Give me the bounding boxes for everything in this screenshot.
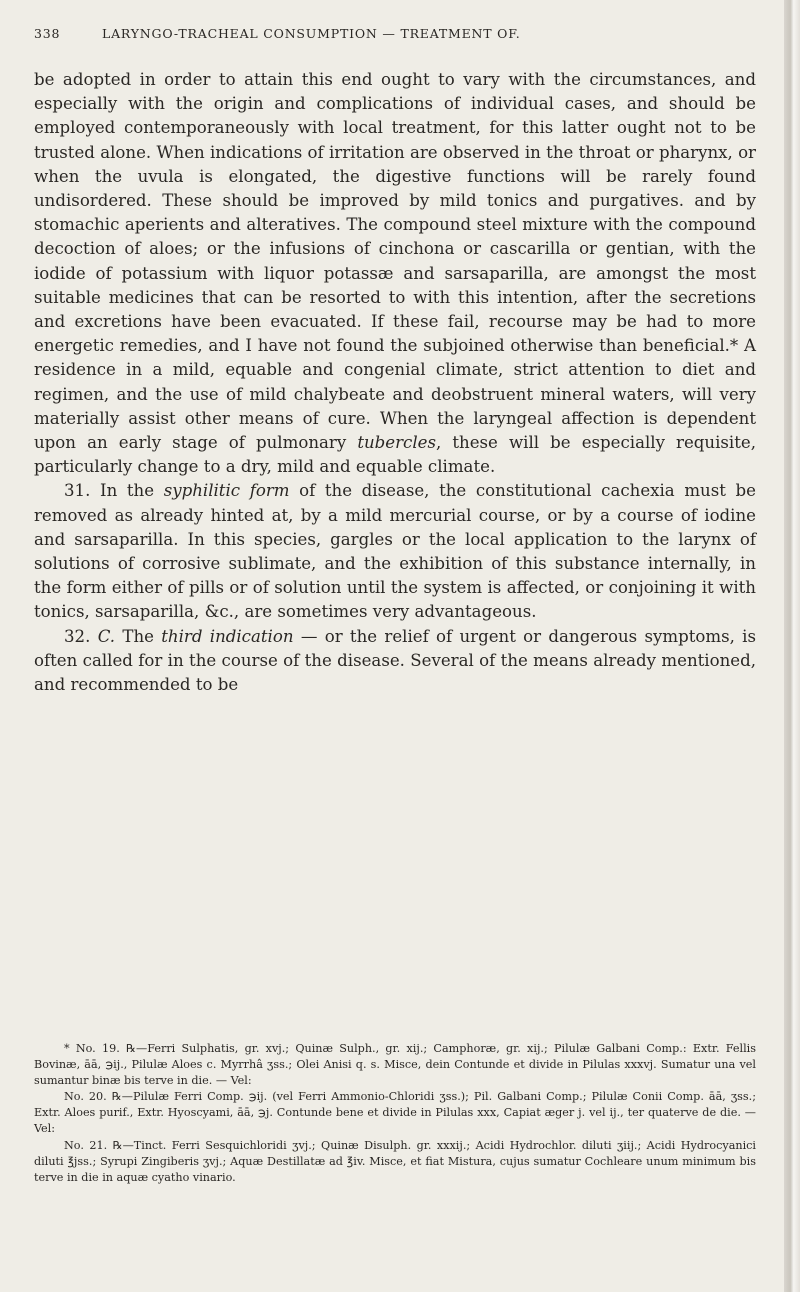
main-text [34,68,756,697]
paragraph-continuation: be adopted in order to attain this end ought to vary with the circumstances, and especially with the origin and complications of individual cases, and should be employed contemporaneously with local treatment, for this latter ought not to be trusted alone. When indications of irritation are observed in the throat or pharynx, or when the uvula is elongated, the digestive functions will be rarely found undisordered. These should be improved by mild tonics and purgatives. and by stomachic aperients and alteratives. The compound steel mixture with the compound decoction of aloes; or the infusions of cinchona or cascarilla or gentian, with the iodide of potassium with liquor potassæ and sarsaparilla, are amongst the most suitable medicines that can be resorted to with this intention, after the secretions and excretions have been evacuated. If these fail, recourse may be had to more energetic remedies, and I have not found the subjoined otherwise than beneficial.* A residence in a mild, equable and congenial climate, strict attention to diet and regimen, and the use of mild chalybeate and deobstruent mineral waters, will very materially assist other means of cure. When the laryngeal affection is dependent upon an early stage of pulmonary tubercles, these will be especially requisite, particularly change to a dry, mild and equable climate. [34,70,756,477]
italic-term-syphilitic-form: syphilitic form [163,481,290,501]
footnote-no-21: No. 21. ℞—Tinct. Ferri Sesquichloridi ʒvj.; Quinæ Disulph. gr. xxxij.; Acidi Hydrochlor. diluti ʒiij.; Acidi Hydrocyanici diluti ℥jss.; Syrupi Zingiberis ʒvj.; Aquæ Destillatæ ad ℥iv. Misce, et fiat Mistura, cujus sumatur Cochleare unum minimum bis terve in die in aquæ cyatho vinario. [34,1138,756,1184]
paragraph-32: 32. C. The third indication — or the relief of urgent or dangerous symptoms, is often called for in the course of the disease. Several of the means already mentioned, and recommended to be [34,626,756,695]
italic-term-tubercles: tubercles [357,433,436,453]
footnote-no-19: * No. 19. ℞—Ferri Sulphatis, gr. xvj.; Quinæ Sulph., gr. xij.; Camphoræ, gr. xij.; Pilulæ Galbani Comp.: Extr. Fellis Bovinæ, āā, ℈ij., Pilulæ Aloes c. Myrrhâ ʒss.; Olei Anisi q. s. Misce, dein Contunde et divide in Pilulas xxxvj. Sumatur una vel sumantur binæ bis terve in die. — Vel: [34,1042,756,1088]
page-binding-edge [784,0,800,1292]
footnote-no-20: No. 20. ℞—Pilulæ Ferri Comp. ℈ij. (vel Ferri Ammonio-Chloridi ʒss.); Pil. Galbani Comp.; Pilulæ Conii Comp. āā, ʒss.; Extr. Aloes purif., Extr. Hyoscyami, āā, ℈j. Contunde bene et divide in Pilulas xxx, Capiat æger j. vel ij., ter quaterve de die. — Vel: [34,1090,756,1136]
italic-term-third-indication: third indication [161,626,294,646]
running-title: LARYNGO-TRACHEAL CONSUMPTION — TREATMENT OF. [102,26,521,41]
footnotes [34,1041,756,1186]
paragraph-31: 31. In the syphilitic form of the disease, the constitutional cachexia must be removed as already hinted at, by a mild mercurial course, or by a course of iodine and sarsaparilla. In this species, gargles or the local application to the larynx of solutions of corrosive sublimate, and the exhibition of this substance internally, in the form either of pills or of solution until the system is affected, or conjoining it with tonics, sarsaparilla, &c., are sometimes very advantageous. [34,481,756,622]
page-header [34,22,754,46]
italic-letter-c: C. [97,626,116,646]
page-number: 338 [34,26,61,41]
